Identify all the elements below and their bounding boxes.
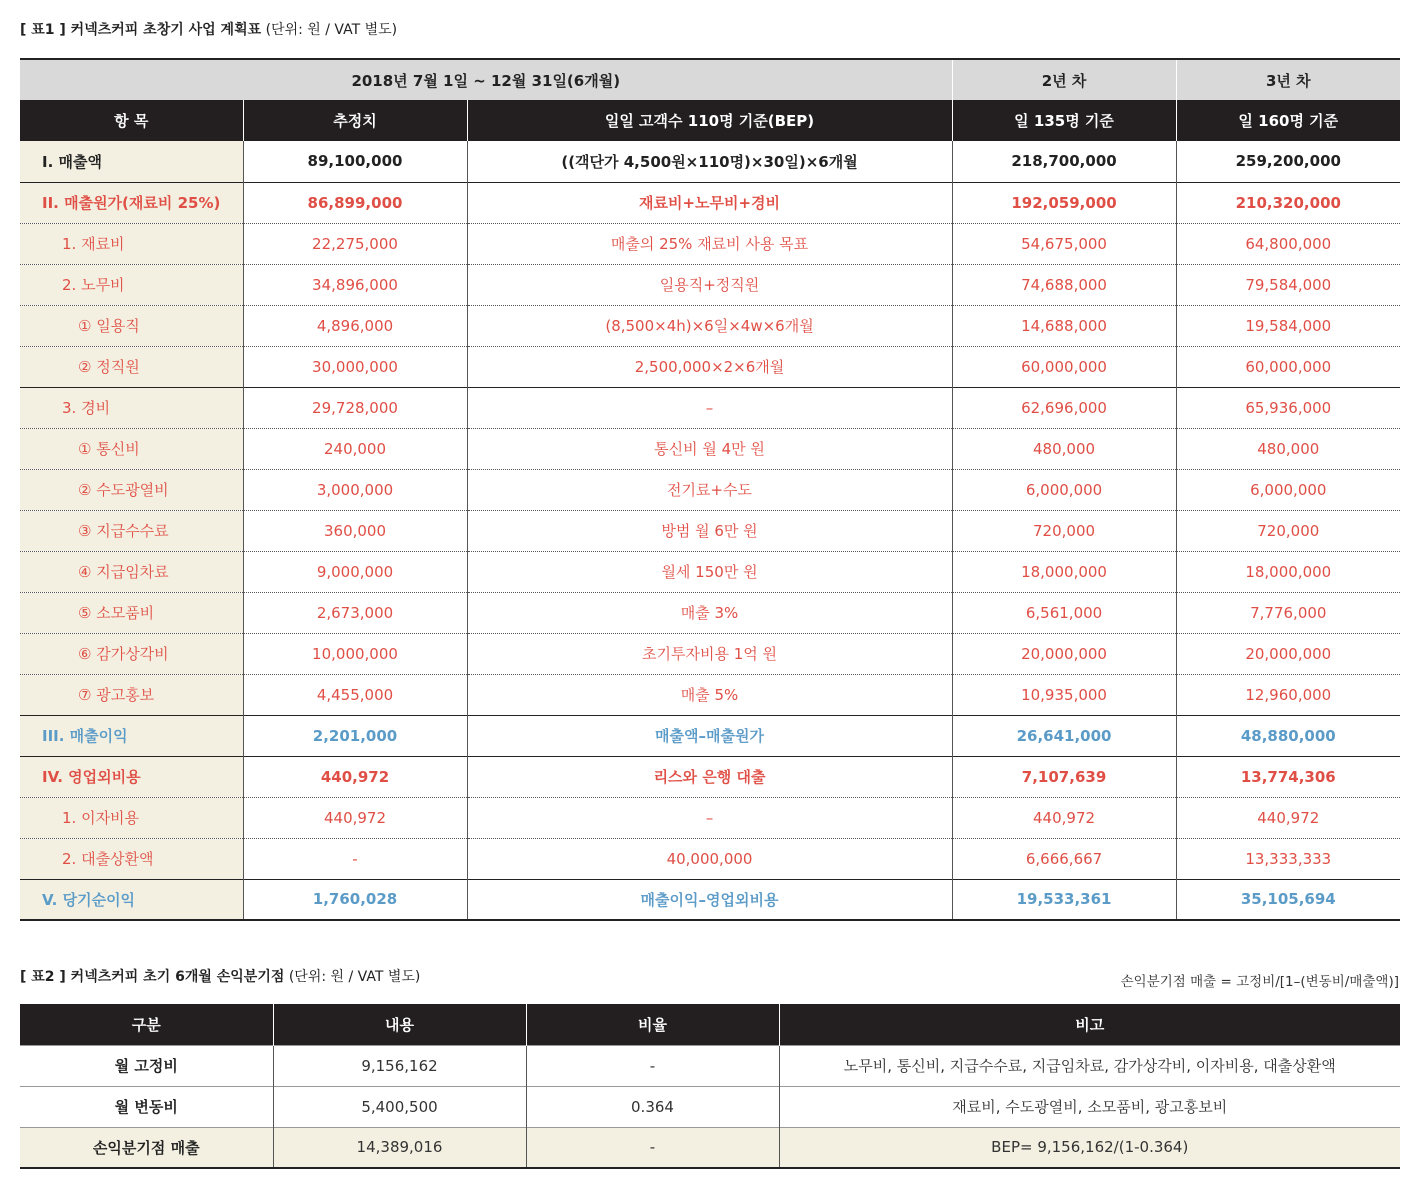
cell-estimate: 89,100,000 <box>243 141 467 182</box>
cell-estimate: 2,673,000 <box>243 592 467 633</box>
bep-formula: 손익분기점 매출 = 고정비/[1–(변동비/매출액)] <box>1120 974 1399 990</box>
cell-item: ③ 지급수수료 <box>20 510 243 551</box>
business-plan-table <box>20 58 1400 921</box>
cell-estimate: 9,000,000 <box>243 551 467 592</box>
col-header-item: 항 목 <box>20 100 243 141</box>
cell-item: ② 수도광열비 <box>20 469 243 510</box>
cell-y2: 19,533,361 <box>952 879 1176 920</box>
table-row <box>20 223 1400 264</box>
cell-y2: 6,561,000 <box>952 592 1176 633</box>
table2-caption-unit: (단위: 원 / VAT 별도) <box>288 969 421 985</box>
cell-estimate: 240,000 <box>243 428 467 469</box>
cell-category: 월 변동비 <box>20 1086 273 1127</box>
break-even-header-row <box>20 1004 1400 1045</box>
table-row <box>20 428 1400 469</box>
cell-y3: 7,776,000 <box>1176 592 1400 633</box>
table-row <box>20 469 1400 510</box>
table1-caption-tag: [ 표1 ] 커넥츠커피 초창기 사업 계획표 <box>20 22 262 38</box>
cell-y3: 440,972 <box>1176 797 1400 838</box>
cell-y2: 26,641,000 <box>952 715 1176 756</box>
cell-item: 2. 노무비 <box>20 264 243 305</box>
cell-y2: 54,675,000 <box>952 223 1176 264</box>
cell-y3: 18,000,000 <box>1176 551 1400 592</box>
cell-estimate: 360,000 <box>243 510 467 551</box>
cell-y2: 480,000 <box>952 428 1176 469</box>
cell-estimate: 22,275,000 <box>243 223 467 264</box>
cell-y3: 12,960,000 <box>1176 674 1400 715</box>
table-row <box>20 879 1400 920</box>
cell-item: III. 매출이익 <box>20 715 243 756</box>
cell-estimate: 10,000,000 <box>243 633 467 674</box>
table-row <box>20 182 1400 223</box>
cell-y3: 259,200,000 <box>1176 141 1400 182</box>
cell-y3: 48,880,000 <box>1176 715 1400 756</box>
cell-y3: 65,936,000 <box>1176 387 1400 428</box>
cell-note: BEP= 9,156,162/(1-0.364) <box>779 1127 1400 1168</box>
table-row <box>20 141 1400 182</box>
column-header-row <box>20 100 1400 141</box>
col-header-content: 내용 <box>273 1004 526 1045</box>
cell-item: ① 통신비 <box>20 428 243 469</box>
cell-y3: 60,000,000 <box>1176 346 1400 387</box>
cell-item: 1. 재료비 <box>20 223 243 264</box>
cell-estimate: 1,760,028 <box>243 879 467 920</box>
table-row <box>20 715 1400 756</box>
col-header-year2: 일 135명 기준 <box>952 100 1176 141</box>
cell-item: I. 매출액 <box>20 141 243 182</box>
cell-basis: 전기료+수도 <box>467 469 952 510</box>
cell-y3: 20,000,000 <box>1176 633 1400 674</box>
cell-basis: 2,500,000×2×6개월 <box>467 346 952 387</box>
period-header-row <box>20 59 1400 100</box>
cell-y2: 6,000,000 <box>952 469 1176 510</box>
cell-category: 손익분기점 매출 <box>20 1127 273 1168</box>
cell-estimate: 34,896,000 <box>243 264 467 305</box>
cell-item: II. 매출원가(재료비 25%) <box>20 182 243 223</box>
cell-y3: 79,584,000 <box>1176 264 1400 305</box>
cell-y2: 62,696,000 <box>952 387 1176 428</box>
cell-y2: 14,688,000 <box>952 305 1176 346</box>
cell-estimate: 440,972 <box>243 756 467 797</box>
cell-content: 14,389,016 <box>273 1127 526 1168</box>
cell-item: 1. 이자비용 <box>20 797 243 838</box>
table-row <box>20 387 1400 428</box>
cell-estimate: 29,728,000 <box>243 387 467 428</box>
cell-category: 월 고정비 <box>20 1045 273 1086</box>
cell-y3: 210,320,000 <box>1176 182 1400 223</box>
cell-estimate: 86,899,000 <box>243 182 467 223</box>
cell-ratio: - <box>526 1127 779 1168</box>
table-row <box>20 756 1400 797</box>
cell-basis: 월세 150만 원 <box>467 551 952 592</box>
cell-y2: 440,972 <box>952 797 1176 838</box>
table-row <box>20 674 1400 715</box>
cell-estimate: 2,201,000 <box>243 715 467 756</box>
table-row <box>20 510 1400 551</box>
cell-estimate: - <box>243 838 467 879</box>
cell-item: 2. 대출상환액 <box>20 838 243 879</box>
cell-estimate: 4,455,000 <box>243 674 467 715</box>
table2-caption <box>20 966 420 986</box>
cell-y3: 64,800,000 <box>1176 223 1400 264</box>
cell-basis: 40,000,000 <box>467 838 952 879</box>
table-row <box>20 592 1400 633</box>
col-header-category: 구분 <box>20 1004 273 1045</box>
table-row <box>20 551 1400 592</box>
cell-y3: 480,000 <box>1176 428 1400 469</box>
cell-estimate: 30,000,000 <box>243 346 467 387</box>
table-row <box>20 1127 1400 1168</box>
cell-y2: 18,000,000 <box>952 551 1176 592</box>
table2-caption-tag: [ 표2 ] 커넥츠커피 초기 6개월 손익분기점 <box>20 969 285 985</box>
col-header-basis: 일일 고객수 110명 기준(BEP) <box>467 100 952 141</box>
cell-y3: 35,105,694 <box>1176 879 1400 920</box>
cell-y3: 13,774,306 <box>1176 756 1400 797</box>
cell-y2: 192,059,000 <box>952 182 1176 223</box>
table-row <box>20 633 1400 674</box>
cell-basis: 매출 5% <box>467 674 952 715</box>
cell-item: IV. 영업외비용 <box>20 756 243 797</box>
cell-y2: 218,700,000 <box>952 141 1176 182</box>
cell-basis: 매출액–매출원가 <box>467 715 952 756</box>
cell-estimate: 3,000,000 <box>243 469 467 510</box>
cell-y2: 74,688,000 <box>952 264 1176 305</box>
cell-item: ⑥ 감가상각비 <box>20 633 243 674</box>
cell-item: ① 일용직 <box>20 305 243 346</box>
cell-content: 9,156,162 <box>273 1045 526 1086</box>
cell-note: 재료비, 수도광열비, 소모품비, 광고홍보비 <box>779 1086 1400 1127</box>
cell-basis: 매출이익–영업외비용 <box>467 879 952 920</box>
table-row <box>20 838 1400 879</box>
cell-content: 5,400,500 <box>273 1086 526 1127</box>
col-header-year3: 일 160명 기준 <box>1176 100 1400 141</box>
cell-basis: – <box>467 797 952 838</box>
cell-y3: 720,000 <box>1176 510 1400 551</box>
cell-basis: 리스와 은행 대출 <box>467 756 952 797</box>
cell-item: 3. 경비 <box>20 387 243 428</box>
cell-y2: 20,000,000 <box>952 633 1176 674</box>
cell-basis: 매출의 25% 재료비 사용 목표 <box>467 223 952 264</box>
cell-ratio: 0.364 <box>526 1086 779 1127</box>
cell-y2: 10,935,000 <box>952 674 1176 715</box>
cell-basis: (8,500×4h)×6일×4w×6개월 <box>467 305 952 346</box>
cell-y2: 7,107,639 <box>952 756 1176 797</box>
cell-estimate: 4,896,000 <box>243 305 467 346</box>
cell-item: ⑦ 광고홍보 <box>20 674 243 715</box>
cell-y2: 60,000,000 <box>952 346 1176 387</box>
break-even-table <box>20 1004 1400 1169</box>
period-year3: 3년 차 <box>1176 59 1400 100</box>
table-row <box>20 264 1400 305</box>
table-row <box>20 797 1400 838</box>
table1-caption-unit: (단위: 원 / VAT 별도) <box>265 22 398 38</box>
cell-basis: 통신비 월 4만 원 <box>467 428 952 469</box>
cell-item: ④ 지급임차료 <box>20 551 243 592</box>
col-header-note: 비고 <box>779 1004 1400 1045</box>
cell-note: 노무비, 통신비, 지급수수료, 지급임차료, 감가상각비, 이자비용, 대출상환액 <box>779 1045 1400 1086</box>
cell-basis: 매출 3% <box>467 592 952 633</box>
cell-basis: 재료비+노무비+경비 <box>467 182 952 223</box>
cell-basis: 초기투자비용 1억 원 <box>467 633 952 674</box>
cell-y3: 6,000,000 <box>1176 469 1400 510</box>
col-header-ratio: 비율 <box>526 1004 779 1045</box>
business-plan-body <box>20 141 1400 920</box>
break-even-body <box>20 1045 1400 1168</box>
cell-y2: 6,666,667 <box>952 838 1176 879</box>
cell-basis: ((객단가 4,500원×110명)×30일)×6개월 <box>467 141 952 182</box>
table-row <box>20 1045 1400 1086</box>
table-row <box>20 1086 1400 1127</box>
col-header-estimate: 추정치 <box>243 100 467 141</box>
cell-ratio: - <box>526 1045 779 1086</box>
cell-item: ② 정직원 <box>20 346 243 387</box>
table-row <box>20 305 1400 346</box>
cell-y3: 13,333,333 <box>1176 838 1400 879</box>
table1-caption <box>20 19 397 39</box>
cell-basis: – <box>467 387 952 428</box>
period-year2: 2년 차 <box>952 59 1176 100</box>
table-row <box>20 346 1400 387</box>
cell-y3: 19,584,000 <box>1176 305 1400 346</box>
cell-basis: 방범 월 6만 원 <box>467 510 952 551</box>
cell-item: ⑤ 소모품비 <box>20 592 243 633</box>
cell-item: V. 당기순이익 <box>20 879 243 920</box>
cell-y2: 720,000 <box>952 510 1176 551</box>
period-main: 2018년 7월 1일 ~ 12월 31일(6개월) <box>20 59 952 100</box>
cell-estimate: 440,972 <box>243 797 467 838</box>
cell-basis: 일용직+정직원 <box>467 264 952 305</box>
